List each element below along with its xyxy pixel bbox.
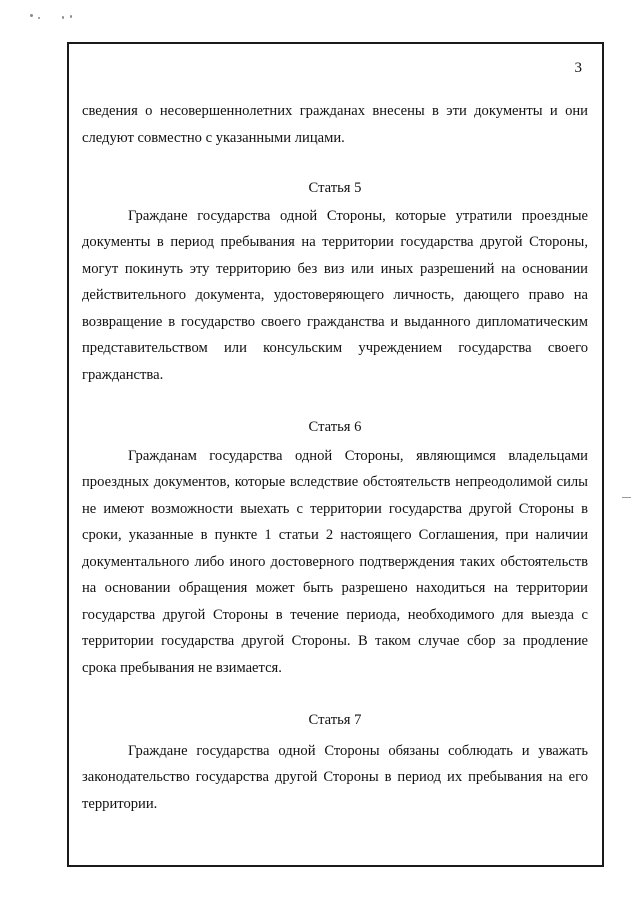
page-frame <box>67 42 604 867</box>
article-5-heading: Статья 5 <box>308 180 362 196</box>
article-7-text: Граждане государства одной Стороны обязаны соблюдать и уважать законодательство государства другой Стороны в период их пребывания на его территории. <box>82 742 588 812</box>
document-body <box>82 98 588 817</box>
scan-edge-mark <box>622 497 631 498</box>
article-7-heading: Статья 7 <box>308 712 362 728</box>
intro-paragraph: сведения о несовершеннолетних гражданах внесены в эти документы и они следуют совместно с указанными лицами. <box>82 103 588 146</box>
article-6-heading: Статья 6 <box>308 419 362 435</box>
article-5-text: Граждане государства одной Стороны, которые утратили проездные документы в период пребывания на территории государства другой Стороны, могут покинуть эту территорию без виз или иных разрешений на основании действительного документа, удостоверяющего личность, дающего право на возвращение в государство своего гражданства и выданного дипломатическим представительством или консульским учреждением государства своего гражданства. <box>82 207 588 383</box>
page-number: 3 <box>574 60 582 76</box>
scan-specks <box>30 12 80 22</box>
article-6-text: Гражданам государства одной Стороны, являющимся владельцами проездных документов, которые вследствие обстоятельств непреодолимой силы не имеют возможности выехать с территории государства другой Стороны в сроки, указанные в пункте 1 статьи 2 настоящего Соглашения, при наличии документального либо иного достоверного подтверждения таких обстоятельств на основании обращения может быть разрешено находиться на территории государства другой Стороны в течение периода, необходимого для выезда с территории государства другой Стороны. В таком случае сбор за продление срока пребывания не взимается. <box>82 447 588 676</box>
